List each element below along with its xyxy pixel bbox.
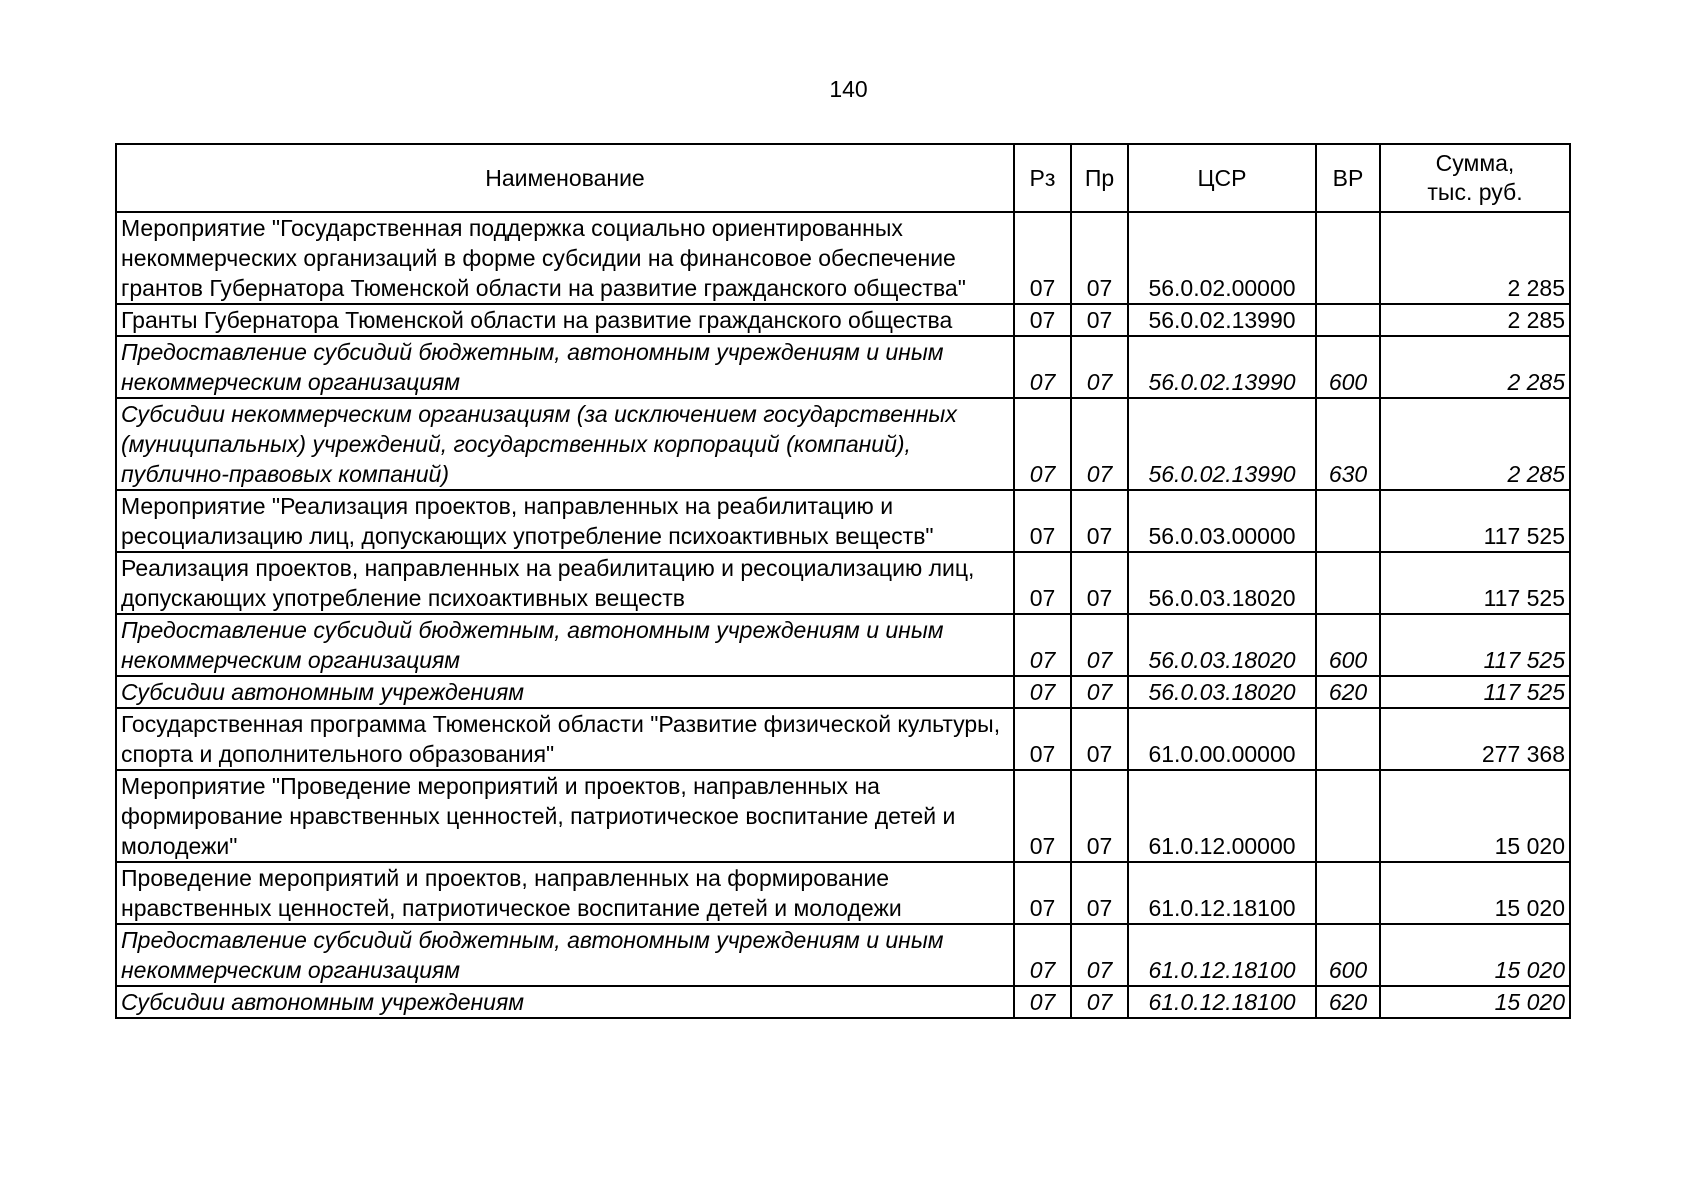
cell-name: Предоставление субсидий бюджетным, автономным учреждениям и иным некоммерческим организациям xyxy=(116,924,1014,986)
cell-pr: 07 xyxy=(1071,862,1128,924)
cell-vr xyxy=(1316,304,1380,336)
cell-sum: 117 525 xyxy=(1380,614,1570,676)
cell-name: Гранты Губернатора Тюменской области на развитие гражданского общества xyxy=(116,304,1014,336)
table-row xyxy=(116,304,1570,336)
cell-rz: 07 xyxy=(1014,708,1071,770)
cell-sum: 15 020 xyxy=(1380,986,1570,1018)
header-pr: Пр xyxy=(1071,144,1128,212)
cell-csr: 56.0.03.00000 xyxy=(1128,490,1316,552)
header-sum-line1: Сумма, xyxy=(1435,150,1515,176)
cell-pr: 07 xyxy=(1071,304,1128,336)
cell-vr: 620 xyxy=(1316,676,1380,708)
page-number: 140 xyxy=(829,76,868,102)
cell-csr: 61.0.12.18100 xyxy=(1128,986,1316,1018)
cell-sum: 2 285 xyxy=(1380,336,1570,398)
cell-pr: 07 xyxy=(1071,490,1128,552)
header-vr: ВР xyxy=(1316,144,1380,212)
cell-sum: 15 020 xyxy=(1380,770,1570,862)
table-body xyxy=(116,212,1570,1018)
cell-sum: 2 285 xyxy=(1380,304,1570,336)
cell-pr: 07 xyxy=(1071,924,1128,986)
header-sum-line2: тыс. руб. xyxy=(1427,179,1523,205)
cell-vr xyxy=(1316,862,1380,924)
cell-name: Мероприятие "Реализация проектов, направленных на реабилитацию и ресоциализацию лиц, допускающих употребление психоактивных веществ" xyxy=(116,490,1014,552)
cell-rz: 07 xyxy=(1014,552,1071,614)
cell-vr: 600 xyxy=(1316,924,1380,986)
table-row xyxy=(116,336,1570,398)
cell-vr xyxy=(1316,490,1380,552)
table-row xyxy=(116,770,1570,862)
table-row xyxy=(116,986,1570,1018)
cell-vr xyxy=(1316,708,1380,770)
cell-vr xyxy=(1316,770,1380,862)
cell-vr: 600 xyxy=(1316,336,1380,398)
cell-vr: 600 xyxy=(1316,614,1380,676)
cell-vr: 630 xyxy=(1316,398,1380,490)
cell-rz: 07 xyxy=(1014,336,1071,398)
cell-rz: 07 xyxy=(1014,862,1071,924)
cell-pr: 07 xyxy=(1071,676,1128,708)
header-rz: Рз xyxy=(1014,144,1071,212)
header-csr: ЦСР xyxy=(1128,144,1316,212)
cell-sum: 15 020 xyxy=(1380,862,1570,924)
table-row xyxy=(116,614,1570,676)
cell-vr: 620 xyxy=(1316,986,1380,1018)
cell-name: Предоставление субсидий бюджетным, автономным учреждениям и иным некоммерческим организациям xyxy=(116,336,1014,398)
header-name: Наименование xyxy=(116,144,1014,212)
table-header-row xyxy=(116,144,1570,212)
cell-csr: 56.0.02.13990 xyxy=(1128,398,1316,490)
cell-rz: 07 xyxy=(1014,924,1071,986)
cell-pr: 07 xyxy=(1071,708,1128,770)
cell-rz: 07 xyxy=(1014,614,1071,676)
cell-sum: 117 525 xyxy=(1380,676,1570,708)
table-row xyxy=(116,676,1570,708)
table-row xyxy=(116,862,1570,924)
cell-rz: 07 xyxy=(1014,490,1071,552)
table-row xyxy=(116,398,1570,490)
cell-pr: 07 xyxy=(1071,336,1128,398)
table-row xyxy=(116,924,1570,986)
cell-name: Предоставление субсидий бюджетным, автономным учреждениям и иным некоммерческим организациям xyxy=(116,614,1014,676)
cell-csr: 61.0.12.18100 xyxy=(1128,862,1316,924)
cell-sum: 277 368 xyxy=(1380,708,1570,770)
cell-pr: 07 xyxy=(1071,552,1128,614)
cell-rz: 07 xyxy=(1014,676,1071,708)
cell-sum: 117 525 xyxy=(1380,552,1570,614)
table-row xyxy=(116,552,1570,614)
table-row xyxy=(116,212,1570,304)
cell-rz: 07 xyxy=(1014,398,1071,490)
cell-rz: 07 xyxy=(1014,304,1071,336)
cell-pr: 07 xyxy=(1071,986,1128,1018)
table-row xyxy=(116,490,1570,552)
cell-name: Субсидии автономным учреждениям xyxy=(116,676,1014,708)
cell-csr: 61.0.12.18100 xyxy=(1128,924,1316,986)
cell-rz: 07 xyxy=(1014,986,1071,1018)
cell-name: Субсидии автономным учреждениям xyxy=(116,986,1014,1018)
cell-sum: 2 285 xyxy=(1380,398,1570,490)
cell-name: Мероприятие "Проведение мероприятий и проектов, направленных на формирование нравственных ценностей, патриотическое воспитание детей и молодежи" xyxy=(116,770,1014,862)
budget-table xyxy=(115,143,1571,1019)
cell-pr: 07 xyxy=(1071,770,1128,862)
cell-name: Реализация проектов, направленных на реабилитацию и ресоциализацию лиц, допускающих употребление психоактивных веществ xyxy=(116,552,1014,614)
cell-csr: 61.0.00.00000 xyxy=(1128,708,1316,770)
cell-rz: 07 xyxy=(1014,212,1071,304)
cell-csr: 56.0.03.18020 xyxy=(1128,552,1316,614)
cell-name: Государственная программа Тюменской области "Развитие физической культуры, спорта и дополнительного образования" xyxy=(116,708,1014,770)
cell-csr: 56.0.03.18020 xyxy=(1128,676,1316,708)
cell-pr: 07 xyxy=(1071,212,1128,304)
cell-sum: 15 020 xyxy=(1380,924,1570,986)
cell-csr: 61.0.12.00000 xyxy=(1128,770,1316,862)
cell-vr xyxy=(1316,552,1380,614)
cell-csr: 56.0.03.18020 xyxy=(1128,614,1316,676)
cell-vr xyxy=(1316,212,1380,304)
cell-name: Субсидии некоммерческим организациям (за исключением государственных (муниципальных) учреждений, государственных корпораций (компаний), публично-правовых компаний) xyxy=(116,398,1014,490)
header-sum xyxy=(1380,144,1570,212)
cell-sum: 117 525 xyxy=(1380,490,1570,552)
table-row xyxy=(116,708,1570,770)
cell-name: Проведение мероприятий и проектов, направленных на формирование нравственных ценностей, патриотическое воспитание детей и молодежи xyxy=(116,862,1014,924)
cell-rz: 07 xyxy=(1014,770,1071,862)
cell-pr: 07 xyxy=(1071,398,1128,490)
cell-sum: 2 285 xyxy=(1380,212,1570,304)
cell-csr: 56.0.02.13990 xyxy=(1128,336,1316,398)
cell-name: Мероприятие "Государственная поддержка социально ориентированных некоммерческих организаций в форме субсидии на финансовое обеспечение грантов Губернатора Тюменской области на развитие гражданского общества" xyxy=(116,212,1014,304)
cell-csr: 56.0.02.13990 xyxy=(1128,304,1316,336)
cell-pr: 07 xyxy=(1071,614,1128,676)
cell-csr: 56.0.02.00000 xyxy=(1128,212,1316,304)
